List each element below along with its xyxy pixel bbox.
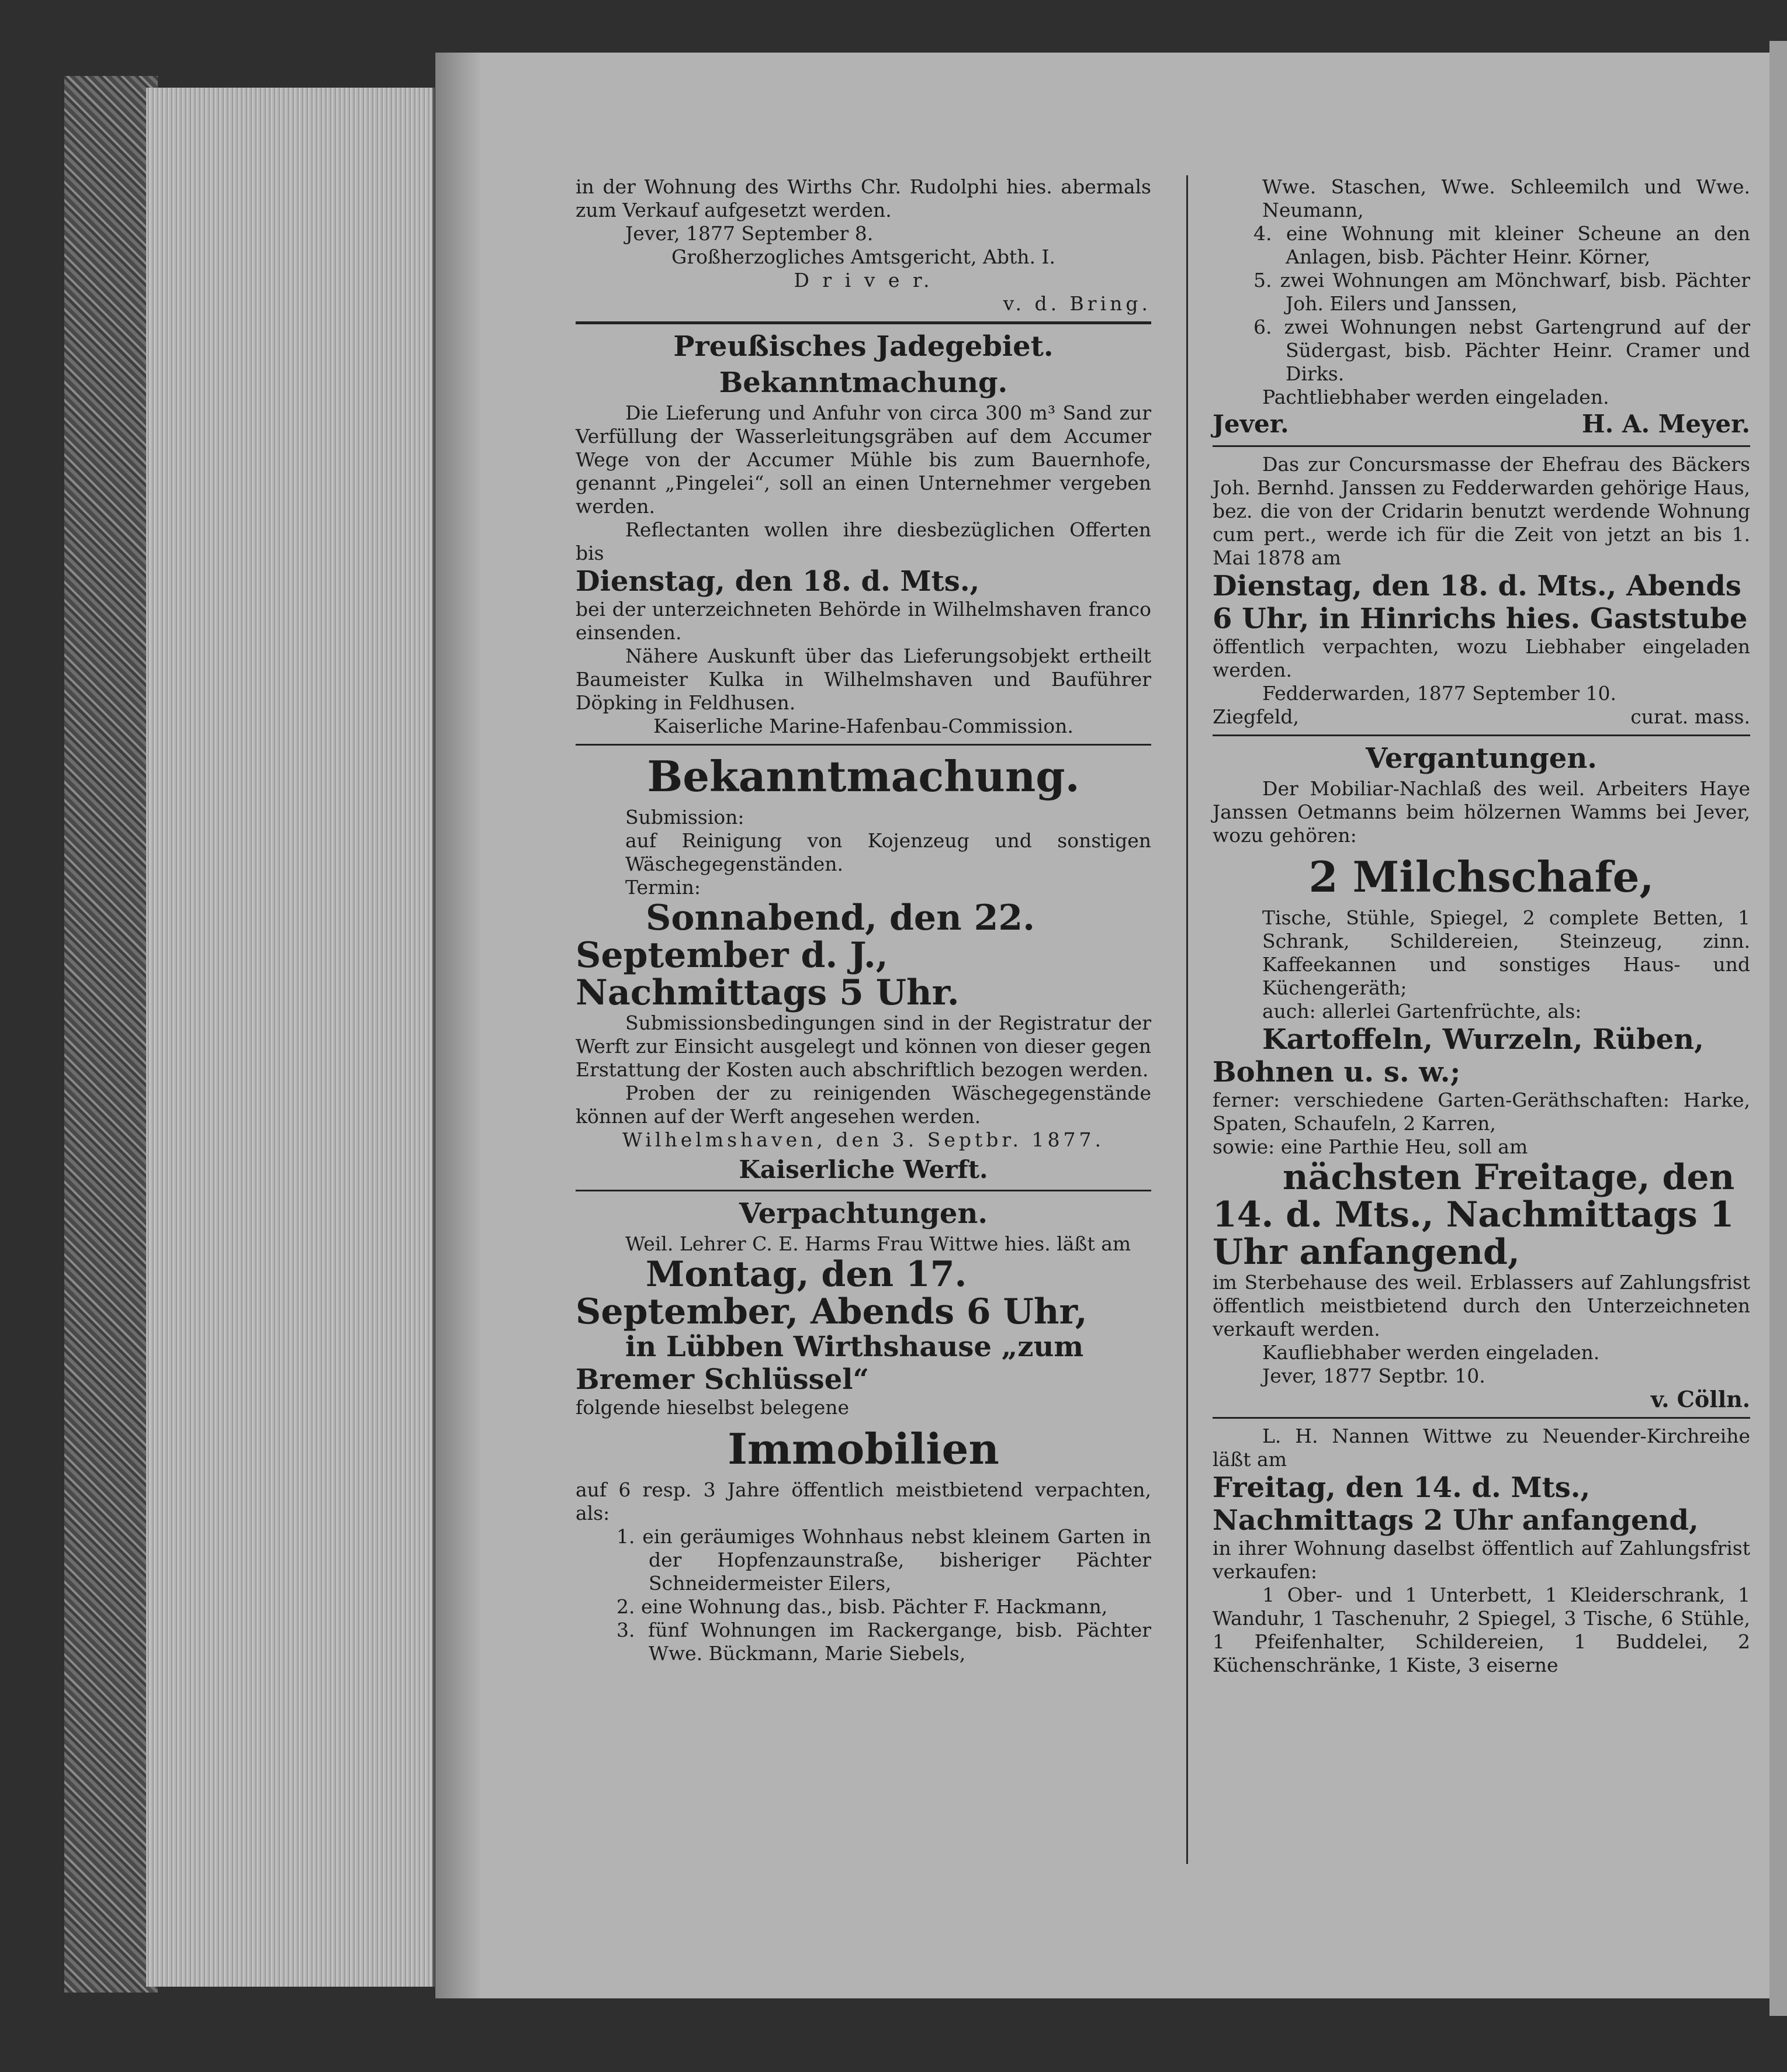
list-item: 5. zwei Wohnungen am Mönchwarf, bisb. Pächter Joh. Eilers und Janssen, — [1253, 269, 1750, 315]
notice-place: in Lübben Wirthshause „zum Bremer Schlüssel“ — [576, 1330, 1084, 1396]
notice-paragraph: auch: allerlei Gartenfrüchte, als: — [1262, 1000, 1582, 1023]
section-rule — [576, 744, 1151, 746]
notice-heading: Bekanntmachung. — [719, 366, 1008, 399]
right-column — [1213, 175, 1750, 1677]
notice-paragraph: auf Reinigung von Kojenzeug und sonstigen Wäschegegenständen. — [625, 829, 1151, 875]
left-column — [576, 175, 1151, 1665]
notice-signature: Kaiserliche Werft. — [739, 1155, 988, 1184]
notice-paragraph: öffentlich verpachten, wozu Liebhaber eingeladen werden. — [1213, 635, 1750, 681]
signature-place: Jever. — [1213, 410, 1289, 438]
notice-paragraph: Reflectanten wollen ihre diesbezüglichen Offerten bis — [576, 518, 1151, 564]
notice-paragraph: Nähere Auskunft über das Lieferungsobjekt ertheilt Baumeister Kulka in Wilhelmshaven und Bauführer Döpking in Feldhusen. — [576, 645, 1151, 714]
notice-paragraph: Pachtliebhaber werden eingeladen. — [1262, 386, 1609, 408]
notice-paragraph: L. H. Nannen Wittwe zu Neuender-Kirchreihe läßt am — [1213, 1425, 1750, 1471]
notice-paragraph: Tische, Stühle, Spiegel, 2 complete Betten, 1 Schrank, Schildereien, Steinzeug, zinn. Kaffeekannen und sonstiges Haus- und Küchengeräth; — [1262, 906, 1750, 999]
notice-signature-row — [1213, 409, 1750, 439]
signature-name: Ziegfeld, — [1213, 705, 1300, 728]
notice-paragraph: 1 Ober- und 1 Unterbett, 1 Kleiderschrank, 1 Wanduhr, 1 Taschenuhr, 2 Spiegel, 3 Tische, 6 Stühle, 1 Pfeifenhalter, Schildereien, 1 Buddelei, 2 Küchenschränke, 1 Kiste, 3 eiserne — [1213, 1584, 1750, 1676]
section-rule — [576, 1190, 1151, 1191]
notice-paragraph: auf 6 resp. 3 Jahre öffentlich meistbietend verpachten, als: — [576, 1478, 1151, 1524]
section-rule — [1213, 734, 1750, 736]
notice-label: Submission: — [625, 806, 744, 829]
notice-date: Sonnabend, den 22. September d. J., Nachmittags 5 Uhr. — [576, 898, 1035, 1013]
notice-paragraph: Submissionsbedingungen sind in der Registratur der Werft zur Einsicht ausgelegt und können von dieser gegen Erstattung der Kosten auch abschriftlich bezogen werden. — [576, 1011, 1151, 1081]
notice-big-word: Immobilien — [728, 1424, 999, 1474]
notice-paragraph: ferner: verschiedene Garten-Geräthschaften: Harke, Spaten, Schaufeln, 2 Karren, — [1213, 1089, 1750, 1135]
notice-paragraph: bei der unterzeichneten Behörde in Wilhelmshaven franco einsenden. — [576, 598, 1151, 644]
notice-paragraph: im Sterbehause des weil. Erblassers auf Zahlungsfrist öffentlich meistbietend durch den Unterzeichneten verkauft werden. — [1213, 1271, 1750, 1340]
page-edges — [146, 88, 435, 1987]
section-title: Preußisches Jadegebiet. — [673, 330, 1054, 363]
book-cover-marbled — [64, 76, 158, 1993]
notice-paragraph: Das zur Concursmasse der Ehefrau des Bäckers Joh. Bernhd. Janssen zu Fedderwarden gehörige Haus, bez. die von der Cridarin benutzt werdende Wohnung cum pert., werde ich für die Zeit von jetzt an bis 1. Mai 1878 am — [1213, 453, 1750, 569]
notice-date: nächsten Freitage, den 14. d. Mts., Nachmittags 1 Uhr anfangend, — [1213, 1157, 1735, 1273]
notice-paragraph: Die Lieferung und Anfuhr von circa 300 m³ Sand zur Verfüllung der Wasserleitungsgräben auf dem Accumer Wege von der Accumer Mühle bis zum Bauernhofe, genannt „Pingelei“, soll an einen Unternehmer vergeben werden. — [576, 401, 1151, 518]
notice-big-word: 2 Milchschafe, — [1308, 852, 1654, 902]
text-line: Jever, 1877 September 8. — [625, 222, 874, 245]
list-item: 6. zwei Wohnungen nebst Gartengrund auf der Südergast, bisb. Pächter Heinr. Cramer und Dirks. — [1253, 316, 1750, 385]
notice-place: Wilhelmshaven, den 3. Septbr. 1877. — [622, 1128, 1104, 1151]
gutter-shadow — [435, 53, 482, 1998]
facing-page-edge — [1769, 41, 1787, 2016]
notice-paragraph: sowie: eine Parthie Heu, soll am — [1213, 1135, 1528, 1158]
text-line: in der Wohnung des Wirths Chr. Rudolphi hies. abermals zum Verkauf aufgesetzt werden. — [576, 175, 1151, 221]
notice-heading: Bekanntmachung. — [647, 751, 1080, 801]
column-divider — [1186, 175, 1188, 1864]
notice-signature: Kaiserliche Marine-Hafenbau-Commission. — [653, 715, 1073, 737]
section-rule — [1213, 1417, 1750, 1419]
list-item: 2. eine Wohnung das., bisb. Pächter F. Hackmann, — [617, 1595, 1108, 1618]
notice-heading: Vergantungen. — [1366, 742, 1597, 775]
notice-signature-row — [1213, 705, 1750, 729]
list-item: 4. eine Wohnung mit kleiner Scheune an den Anlagen, bisb. Pächter Heinr. Körner, — [1253, 222, 1750, 268]
notice-highlight: Kartoffeln, Wurzeln, Rüben, Bohnen u. s. w.; — [1213, 1023, 1704, 1089]
text-line: Wwe. Staschen, Wwe. Schleemilch und Wwe. Neumann, — [1262, 175, 1750, 221]
notice-place: Fedderwarden, 1877 September 10. — [1262, 682, 1616, 705]
notice-date: Dienstag, den 18. d. Mts., Abends 6 Uhr, in Hinrichs hies. Gaststube — [1213, 570, 1748, 635]
notice-date: Freitag, den 14. d. Mts., Nachmittags 2 Uhr anfangend, — [1213, 1471, 1699, 1537]
section-rule — [1213, 445, 1750, 447]
notice-paragraph: Der Mobiliar-Nachlaß des weil. Arbeiters Haye Janssen Oetmanns beim hölzernen Wamms bei Jever, wozu gehören: — [1213, 777, 1750, 847]
notice-date: Montag, den 17. September, Abends 6 Uhr, — [576, 1254, 1088, 1332]
notice-paragraph: in ihrer Wohnung daselbst öffentlich auf Zahlungsfrist verkaufen: — [1213, 1537, 1750, 1583]
notice-paragraph: Kaufliebhaber werden eingeladen. — [1262, 1341, 1600, 1364]
text-line: D r i v e r. — [794, 269, 933, 292]
notice-heading: Verpachtungen. — [739, 1197, 988, 1230]
notice-place: Jever, 1877 Septbr. 10. — [1262, 1364, 1485, 1387]
notice-signature: v. Cölln. — [1650, 1386, 1750, 1412]
signature-title: curat. mass. — [1630, 705, 1750, 728]
text-line: Großherzogliches Amtsgericht, Abth. I. — [671, 245, 1056, 268]
text-line: v. d. Bring. — [1003, 292, 1151, 315]
list-item: 1. ein geräumiges Wohnhaus nebst kleinem Garten in der Hopfenzaunstraße, bisheriger Pächter Schneidermeister Eilers, — [617, 1525, 1151, 1595]
notice-date: Dienstag, den 18. d. Mts., — [576, 565, 980, 598]
notice-paragraph: Proben der zu reinigenden Wäschegegenstände können auf der Werft angesehen werden. — [576, 1082, 1151, 1128]
list-item: 3. fünf Wohnungen im Rackergange, bisb. Pächter Wwe. Bückmann, Marie Siebels, — [617, 1619, 1151, 1665]
notice-paragraph: folgende hieselbst belegene — [576, 1396, 850, 1419]
notice-label: Termin: — [625, 876, 701, 899]
section-rule — [576, 321, 1151, 324]
signature-name: H. A. Meyer. — [1582, 410, 1750, 438]
notice-paragraph: Weil. Lehrer C. E. Harms Frau Wittwe hies. läßt am — [625, 1232, 1131, 1255]
